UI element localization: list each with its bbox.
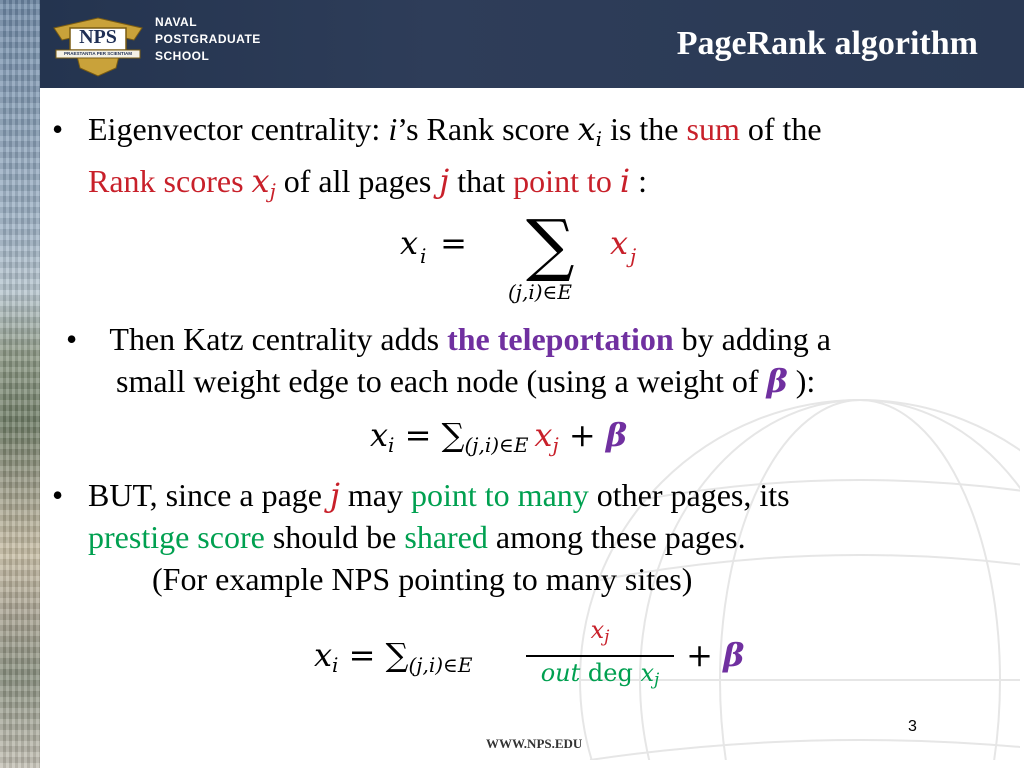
math-sub: j	[269, 179, 276, 203]
math-beta: β	[605, 416, 628, 454]
bullet-text	[102, 318, 831, 402]
math-sub: i	[332, 653, 339, 677]
highlight-prestige-score: prestige score	[88, 519, 265, 555]
fraction-numerator	[526, 616, 674, 651]
math-sub: i	[595, 127, 603, 151]
slide-title: PageRank algorithm	[676, 25, 978, 62]
math-sigma: ∑	[526, 206, 575, 285]
text-span: other pages, its	[588, 477, 790, 513]
bullet-text	[88, 474, 790, 600]
math-var: x	[640, 659, 654, 687]
math-var: x	[610, 224, 629, 262]
text-span: of the	[739, 111, 822, 147]
bullet-line-2	[88, 160, 822, 212]
bullet-dot: •	[52, 111, 64, 147]
math-beta: β	[723, 636, 745, 674]
bullet-text	[88, 108, 822, 212]
math-sum-sign: = ∑	[338, 636, 409, 674]
school-name	[155, 14, 261, 65]
bullet-line-1	[88, 108, 822, 160]
math-var: x	[370, 416, 389, 454]
text-span: BUT, since a page	[88, 477, 330, 513]
fraction	[526, 616, 674, 694]
math-var: x	[400, 224, 419, 262]
header-band	[40, 0, 1024, 88]
fraction-bar	[526, 655, 674, 657]
text-span: Eigenvector centrality:	[88, 111, 389, 147]
text-span: i	[388, 111, 398, 147]
school-name-line-1: NAVAL	[155, 15, 198, 29]
bullet-line-3	[88, 558, 790, 600]
highlight-point-to-many: point to many	[411, 477, 589, 513]
math-sub: i	[388, 433, 395, 457]
math-deg: deg	[580, 659, 641, 687]
school-name-line-2: POSTGRADUATE	[155, 32, 261, 46]
bullet-line-1	[102, 318, 831, 360]
math-sub: j	[630, 244, 637, 268]
text-span: that	[449, 163, 514, 199]
math-var: x	[251, 162, 270, 200]
text-span: may	[339, 477, 411, 513]
math-var: x	[314, 636, 333, 674]
text-span: should be	[264, 519, 405, 555]
math-var: i	[619, 162, 631, 200]
bullet-line-1	[88, 474, 790, 516]
text-span: Then Katz centrality adds	[102, 321, 448, 357]
example-note: (For example NPS pointing to many sites)	[152, 561, 693, 597]
footer-url: WWW.NPS.EDU	[486, 736, 583, 751]
page-number: 3	[908, 718, 917, 735]
math-sum-sign: = ∑	[394, 416, 465, 454]
math-sub: j	[654, 670, 660, 690]
text-span: small weight edge to each node (using a weight of	[116, 363, 767, 399]
school-name-line-3: SCHOOL	[155, 49, 210, 63]
equation-pagerank	[314, 616, 754, 706]
text-span: :	[630, 163, 647, 199]
highlight-rank-scores: Rank scores	[88, 163, 252, 199]
bullet-dot: •	[66, 321, 78, 357]
text-span: ):	[787, 363, 816, 399]
math-sub: i	[420, 244, 427, 268]
text-span: by adding a	[673, 321, 831, 357]
math-equals: =	[430, 224, 478, 262]
bullet-line-2	[102, 360, 831, 402]
text-span: of all pages	[275, 163, 440, 199]
fraction-denominator	[526, 659, 674, 694]
math-plus: +	[676, 636, 724, 674]
highlight-shared: shared	[404, 519, 488, 555]
side-photo-strip	[0, 0, 40, 768]
math-var: x	[534, 416, 553, 454]
math-out: out	[540, 659, 581, 687]
math-sum-range: (j,i)∈E	[408, 653, 473, 677]
bullet-dot: •	[52, 477, 64, 513]
text-span: ’s Rank score	[397, 111, 578, 147]
math-sum-range: (j,i)∈E	[464, 433, 529, 457]
logo-motto: PRAESTANTIA PER SCIENTIAM	[63, 51, 132, 56]
math-var: j	[439, 162, 450, 200]
math-var: x	[577, 110, 596, 148]
logo-letters: NPS	[79, 26, 117, 48]
highlight-teleportation: the teleportation	[447, 321, 674, 357]
math-var: j	[329, 476, 340, 514]
nps-logo	[48, 10, 148, 80]
math-sub: j	[604, 627, 610, 647]
text-span: among these pages.	[487, 519, 746, 555]
math-plus: +	[558, 416, 606, 454]
math-sub: j	[552, 433, 559, 457]
math-var: x	[590, 616, 605, 644]
math-sum-range: (j,i)∈E	[508, 280, 572, 304]
equation-eigenvector	[400, 206, 660, 312]
bullet-line-2	[88, 516, 790, 558]
equation-katz	[370, 416, 627, 457]
highlight-point-to: point to	[513, 163, 620, 199]
text-span: is the	[602, 111, 687, 147]
highlight-sum: sum	[686, 111, 740, 147]
math-beta: β	[766, 362, 788, 400]
